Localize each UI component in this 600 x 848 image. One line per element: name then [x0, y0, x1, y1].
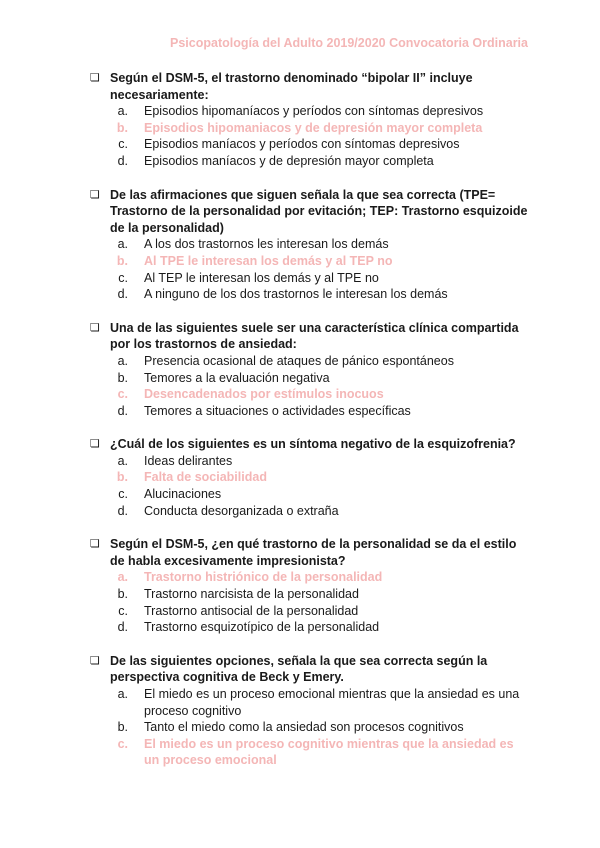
- question-row: [90, 70, 530, 103]
- option-text: Episodios hipomaniacos y de depresión mayor completa: [144, 120, 483, 135]
- question-row: [90, 536, 530, 569]
- question-row: [90, 436, 530, 453]
- option-list: [90, 686, 530, 769]
- option-letter: a.: [117, 237, 128, 252]
- checkbox-bullet-icon: ❏: [90, 654, 100, 667]
- option: [90, 603, 530, 620]
- option-letter: b.: [117, 370, 128, 385]
- option-text: El miedo es un proceso cognitivo mientras que la ansiedad es un proceso emocional: [144, 736, 514, 768]
- option-list: [90, 453, 530, 519]
- question-text: De las siguientes opciones, señala la que sea correcta según la perspectiva cognitiva de Beck y Emery.: [110, 653, 488, 685]
- option: [90, 453, 530, 470]
- correct-option: [90, 253, 530, 270]
- option-letter: a.: [117, 353, 128, 368]
- option-letter: a.: [117, 687, 128, 701]
- option-text: Trastorno histriónico de la personalidad: [144, 570, 383, 585]
- option: [90, 136, 530, 153]
- option-letter: c.: [118, 137, 128, 152]
- question-6: [90, 653, 530, 769]
- option-letter: c.: [118, 603, 128, 618]
- question-5: [90, 536, 530, 636]
- option-letter: c.: [118, 270, 128, 285]
- option: [90, 619, 530, 636]
- question-row: [90, 187, 530, 237]
- option: [90, 153, 530, 170]
- correct-option: [90, 569, 530, 586]
- option: [90, 586, 530, 603]
- option-text: A ninguno de los dos trastornos le interesan los demás: [144, 287, 448, 302]
- option-text: Ideas delirantes: [144, 453, 233, 468]
- option-text: Alucinaciones: [144, 487, 222, 502]
- option-letter: b.: [116, 470, 128, 485]
- option-text: Trastorno antisocial de la personalidad: [144, 603, 359, 618]
- option-text: Presencia ocasional de ataques de pánico espontáneos: [144, 353, 454, 368]
- option-letter: a.: [117, 570, 128, 585]
- question-list: [90, 70, 530, 786]
- option: [90, 686, 530, 719]
- question-text: Según el DSM-5, ¿en qué trastorno de la personalidad se da el estilo de habla excesivamente impresionista?: [110, 537, 517, 568]
- option-letter: a.: [117, 453, 128, 468]
- correct-option: [90, 386, 530, 403]
- question-3: [90, 320, 530, 420]
- checkbox-bullet-icon: ❏: [90, 438, 100, 451]
- option-text: Episodios maníacos y de depresión mayor completa: [144, 153, 434, 168]
- option-list: [90, 236, 530, 302]
- correct-option: [90, 469, 530, 486]
- option: [90, 403, 530, 420]
- question-text: De las afirmaciones que siguen señala la que sea correcta (TPE= Trastorno de la personalidad por evitación; TEP: Trastorno esquizoide de la personalidad): [110, 187, 528, 235]
- question-text: ¿Cuál de los siguientes es un síntoma negativo de la esquizofrenia?: [110, 437, 516, 452]
- option-text: Desencadenados por estímulos inocuos: [144, 387, 384, 402]
- checkbox-bullet-icon: ❏: [90, 321, 100, 334]
- option: [90, 353, 530, 370]
- option-letter: d.: [117, 153, 128, 168]
- question-2: [90, 187, 530, 303]
- option-letter: a.: [117, 104, 128, 119]
- option: [90, 486, 530, 503]
- option-list: [90, 569, 530, 635]
- question-text: Según el DSM-5, el trastorno denominado “bipolar II” incluye necesariamente:: [110, 71, 473, 102]
- correct-option: [90, 736, 530, 769]
- option-text: Trastorno narcisista de la personalidad: [144, 587, 359, 602]
- option-text: Episodios hipomaníacos y períodos con síntomas depresivos: [144, 104, 484, 119]
- question-4: [90, 436, 530, 519]
- option-list: [90, 103, 530, 169]
- option-text: Al TEP le interesan los demás y al TPE no: [144, 270, 379, 285]
- checkbox-bullet-icon: ❏: [90, 188, 100, 201]
- option-letter: b.: [117, 587, 128, 602]
- option-text: A los dos trastornos les interesan los demás: [144, 237, 389, 252]
- option-letter: c.: [117, 736, 128, 751]
- option-text: Conducta desorganizada o extraña: [144, 503, 339, 518]
- option-text: Al TPE le interesan los demás y al TEP no: [144, 253, 393, 268]
- page-header: Psicopatología del Adulto 2019/2020 Convocatoria Ordinaria: [170, 36, 528, 50]
- option-letter: b.: [116, 253, 128, 268]
- option-list: [90, 353, 530, 419]
- option: [90, 503, 530, 520]
- checkbox-bullet-icon: ❏: [90, 72, 100, 84]
- option-letter: d.: [117, 403, 128, 418]
- option-letter: b.: [117, 720, 128, 735]
- option: [90, 270, 530, 287]
- option: [90, 236, 530, 253]
- option: [90, 719, 530, 736]
- question-1: [90, 70, 530, 170]
- option-letter: b.: [116, 120, 128, 135]
- option-text: Episodios maníacos y períodos con síntomas depresivos: [144, 137, 460, 152]
- option-text: Tanto el miedo como la ansiedad son procesos cognitivos: [144, 720, 464, 735]
- question-text: Una de las siguientes suele ser una característica clínica compartida por los trastornos de ansiedad:: [110, 320, 519, 352]
- question-row: [90, 320, 530, 353]
- checkbox-bullet-icon: ❏: [90, 538, 100, 551]
- option-text: Temores a la evaluación negativa: [144, 370, 330, 385]
- option-text: Trastorno esquizotípico de la personalidad: [144, 620, 380, 635]
- option: [90, 370, 530, 387]
- correct-option: [90, 120, 530, 137]
- option: [90, 286, 530, 303]
- option-letter: d.: [117, 503, 128, 518]
- option-letter: d.: [117, 287, 128, 302]
- option-letter: c.: [117, 387, 128, 402]
- option-text: Falta de sociabilidad: [144, 470, 267, 485]
- option-text: El miedo es un proceso emocional mientras que la ansiedad es una proceso cognitivo: [144, 687, 520, 718]
- question-row: [90, 653, 530, 686]
- option-letter: d.: [117, 620, 128, 635]
- option-letter: c.: [118, 487, 128, 502]
- option-text: Temores a situaciones o actividades específicas: [144, 403, 411, 418]
- option: [90, 103, 530, 120]
